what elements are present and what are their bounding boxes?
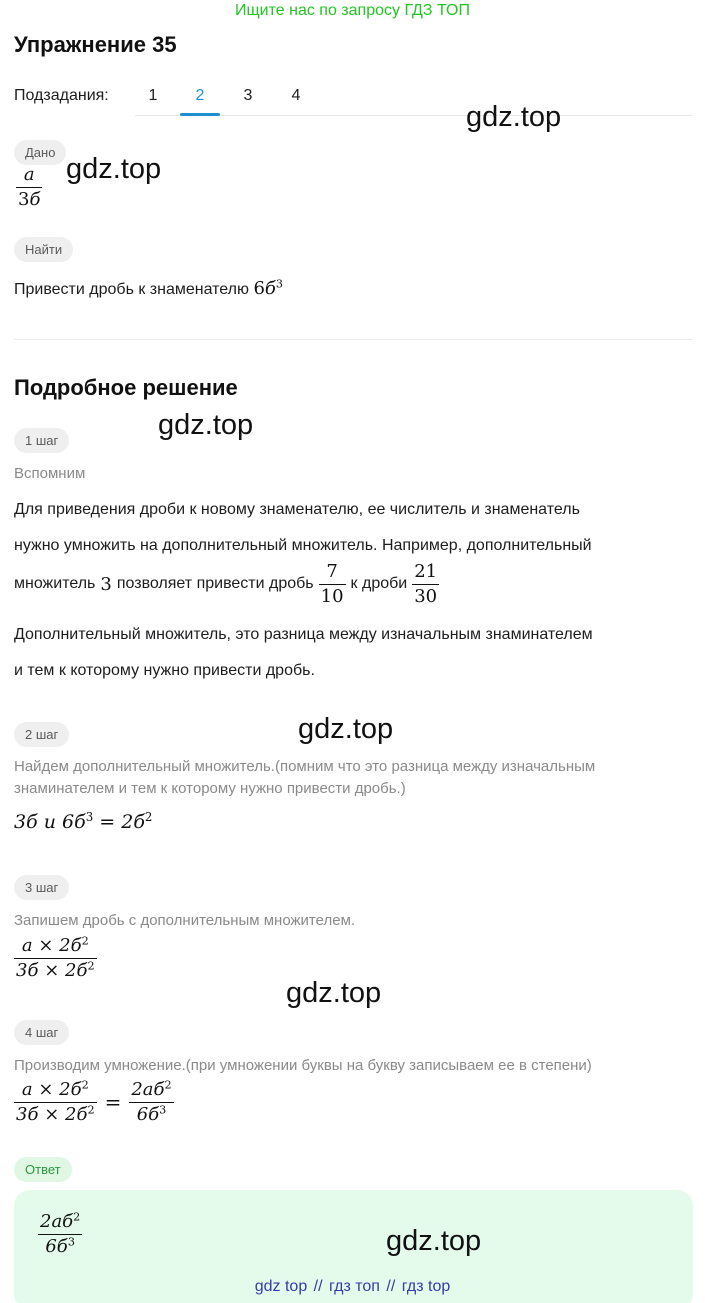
step-2-subtitle: знаминателем и тем к которому нужно привести дробь.) bbox=[14, 780, 406, 797]
tab-subtask-3[interactable]: 3 bbox=[243, 87, 253, 104]
watermark: gdz.top bbox=[466, 101, 562, 133]
watermark: gdz.top bbox=[298, 713, 394, 745]
find-text: Привести дробь к знаменателю $6б^3$ bbox=[14, 277, 284, 299]
step-2-badge: 2 шаг bbox=[14, 722, 69, 747]
find-badge: Найти bbox=[14, 237, 73, 262]
watermark: gdz.top bbox=[66, 153, 162, 185]
footer-separator: // bbox=[313, 1278, 323, 1295]
step-4-equation: $\frac{a \times 2б^2}{3б \times 2б^2}$ = $\frac{2aб^2}{6б^3}$ bbox=[16, 1078, 172, 1125]
step-1-example: множитель 3 позволяет привести дробь $\frac{7}{10}$ к дроби $\frac{21}{30}$ bbox=[14, 561, 438, 607]
search-banner: Ищите нас по запросу ГДЗ ТОП bbox=[235, 2, 470, 19]
step-2-expression: 3б и $6б^3 = 2б^2$ bbox=[14, 809, 153, 833]
step-1-badge: 1 шаг bbox=[14, 428, 69, 453]
active-tab-indicator bbox=[180, 113, 220, 116]
step-3-subtitle: Запишем дробь с дополнительным множителем. bbox=[14, 912, 356, 929]
tab-subtask-4[interactable]: 4 bbox=[291, 87, 301, 104]
step-4-badge: 4 шаг bbox=[14, 1020, 69, 1045]
section-divider bbox=[14, 339, 692, 340]
step-1-paragraph: Дополнительный множитель, это разница между изначальным знаминателем bbox=[14, 626, 593, 643]
step-1-subtitle: Вспомним bbox=[14, 465, 86, 482]
step-1-paragraph: и тем к которому нужно привести дробь. bbox=[14, 662, 315, 679]
watermark: gdz.top bbox=[158, 409, 254, 441]
step-3-fraction: $\frac{a \times 2б^2}{3б \times 2б^2}$ bbox=[16, 934, 95, 981]
tab-subtask-1[interactable]: 1 bbox=[148, 87, 158, 104]
page-title: Упражнение 35 bbox=[14, 32, 177, 57]
footer-link[interactable]: gdz top bbox=[254, 1278, 308, 1295]
given-badge: Дано bbox=[14, 140, 66, 165]
step-1-paragraph: Для приведения дроби к новому знаменателю, ее числитель и знаменатель bbox=[14, 501, 580, 518]
footer-link[interactable]: гдз топ bbox=[329, 1278, 380, 1295]
subtasks-label: Подзадания: bbox=[14, 87, 109, 104]
watermark: gdz.top bbox=[286, 977, 382, 1009]
footer-separator: // bbox=[386, 1278, 396, 1295]
watermark: gdz.top bbox=[386, 1225, 482, 1257]
footer-links bbox=[0, 1278, 705, 1296]
tab-subtask-2[interactable]: 2 bbox=[195, 87, 205, 104]
step-1-paragraph: нужно умножить на дополнительный множитель. Например, дополнительный bbox=[14, 537, 592, 554]
answer-fraction: $\frac{2aб^2}{6б^3}$ bbox=[40, 1210, 81, 1257]
footer-link[interactable]: гдз top bbox=[401, 1278, 451, 1295]
given-fraction: $\frac{a}{3б}$ bbox=[18, 164, 41, 210]
solution-title: Подробное решение bbox=[14, 375, 238, 400]
step-4-subtitle: Производим умножение.(при умножении буквы на букву записываем ее в степени) bbox=[14, 1057, 592, 1074]
step-3-badge: 3 шаг bbox=[14, 875, 69, 900]
answer-badge: Ответ bbox=[14, 1157, 72, 1182]
step-2-subtitle: Найдем дополнительный множитель.(помним что это разница между изначальным bbox=[14, 758, 596, 775]
